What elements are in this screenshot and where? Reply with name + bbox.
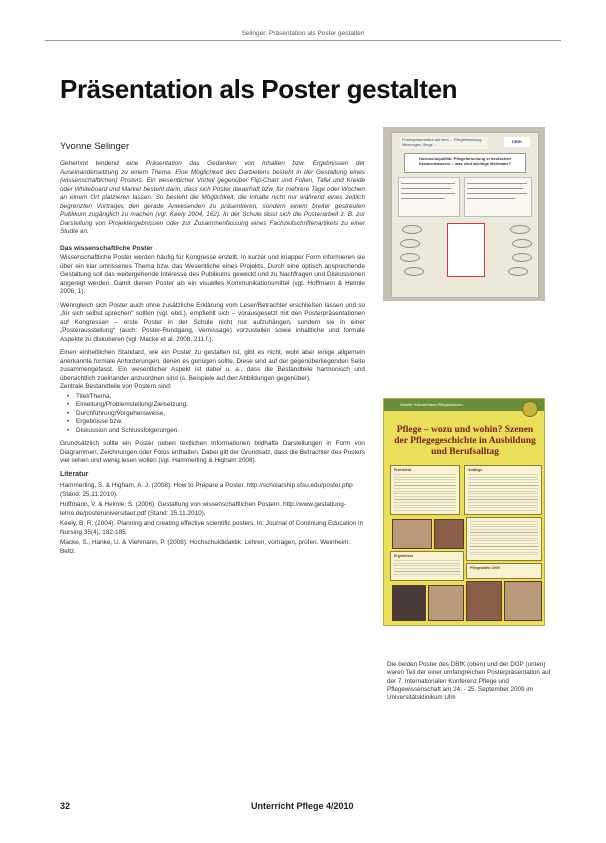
body-paragraph: Einen einheitlichen Standard, wie ein Poster zu gestalten ist, gibt es nicht, wohl aber einige allgemein anerkannte formale Anforderungen, denen es genügen sollte. Diese sind auf der gegenüberliegenden Seite zusammengefasst. Ein wesentlicher Aspekt ist dabei u. a., dass die Bestandteile harmonisch und übersichtlich zueinander anzuordnen sind (s. Beispiele auf den Abbildungen gegenüber). — [60, 349, 365, 382]
literature-entry: Macke, S., Hanke, U. & Viehmann, P. (2008): Hochschuldidaktik: Lehren, vortragen, prüfen. Weinheim: Beltz. — [60, 539, 351, 555]
text-line — [401, 198, 445, 199]
caption-text: Die beiden Poster des DBfK (oben) und der DGP (unten) waren Teil der einer umfangreichen Posterpräsentation auf der 7. Internationalen Konferenz Pflege und Pflegewissenschaft am 24. - 25. September 2009 im Universitätsklinikum Ulm — [387, 661, 551, 702]
section-heading: Das wissenschaftliche Poster — [60, 244, 153, 252]
list-item: • Titel/Thema, — [68, 393, 365, 402]
lead-paragraph: Gehemmt tendend eine Präsentation das Gedanken von Inhalten bzw. Ergebnissen der Auseinandersetzung zu einem Thema. Eine Möglichkeit des Darbietens besteht in der Gestaltung eines (wissenschaftlichen) Posters. Ein wesentlicher Vorteil gegenüber Flip-Chart und Folien, Tafel und Kreide oder Whiteboard und Marker besteht darin, dass sich Poster dauerhaft bzw. für mehrere Tage oder Wochen an einem Ort platzieren lassen. So besteht die Möglichkeit, die Inhalte nicht nur während eines zeitlich begrenzten Vortrages den gerade Anwesenden zu präsentieren, sondern einem breiter gestreuten Publikum zugänglich zu machen (vgl. Keely 2004, 162). In der Schule lässt sich die Posterarbeit z. B. zur Darstellung von Projektergebnissen oder zur Zusammenfassung eines Fachzeitschriftenartikels zu einer Studie an. — [60, 160, 365, 235]
text-line — [401, 188, 451, 189]
article-body — [60, 160, 365, 558]
list-item: • Einleitung/Problemstellung/Zielsetzung, — [68, 401, 365, 410]
emblem-icon — [522, 401, 538, 417]
poster-top-bar: Schule: Münsterland Pflegeschulen — [384, 399, 544, 411]
article-title: Präsentation als Poster gestalten — [60, 74, 458, 104]
poster-photo-dgp — [383, 398, 545, 626]
literature-entry: Keely, B. R. (2004): Planning and creating effective scientific posters. In: Journal of Continuing Education in Nursing 35(4), 182-185. — [60, 520, 364, 536]
diagram-node — [402, 225, 422, 234]
list-item: • Diskussion und Schlussfolgerungen. — [68, 427, 365, 436]
text-line — [467, 183, 527, 184]
box-heading: Ergebnisse — [394, 554, 414, 558]
poster-text-box — [390, 551, 464, 581]
diagram-node — [510, 225, 530, 234]
diagram-node — [512, 253, 532, 262]
poster-photo-dbfk — [383, 127, 545, 301]
poster-headline: Pflege – wozu und wohin? Szenen der Pflegegeschichte in Ausbildung und Berufsalltag — [394, 425, 536, 457]
poster-photo — [392, 519, 432, 549]
box-heading: Praxisfeld — [394, 468, 412, 472]
poster-photo — [434, 519, 464, 549]
poster-text-box — [464, 465, 542, 515]
literature-heading: Literatur — [60, 470, 89, 478]
text-line — [401, 183, 455, 184]
poster-text-box — [466, 517, 542, 561]
journal-footer: Unterricht Pflege 4/2010 — [251, 801, 354, 811]
box-heading: Pflegekräfte 2009 — [470, 566, 500, 570]
diagram-node — [404, 267, 424, 276]
poster-photo — [466, 581, 502, 621]
components-intro: Zentrale Bestandteile von Postern sind: — [60, 383, 172, 390]
diagram-node — [508, 267, 528, 276]
text-line — [467, 193, 527, 194]
figure-caption — [387, 661, 552, 702]
list-item: • Ergebnisse bzw. — [68, 418, 365, 427]
poster-text-box — [390, 465, 460, 515]
literature-entry: Hoffmann, V. & Helmle, S. (2006): Gestaltung von wissenschaftlichen Postern. http://www.gestaltung-lehre.de/posteruniversitaet.pdf (Stand: 25.11.2010). — [60, 501, 346, 517]
body-paragraph: Wenngleich sich Poster auch ohne zusätzliche Erklärung vom Leser/Betrachter erschließen lassen und so „für sich selbst sprechen“ sollten (vgl. ebd.), empfiehlt sich – vorausgesetzt mit den Posterpräsentationen auf Kongressen – erste Poster in der Schule nicht nur aufzuhängen, sondern sie in einer „Posterausstellung“ (auch: Poster-Rundgang, Vernissage) vorzustellen sowie inhaltliche und formale Aspekte zu diskutieren (vgl. Macke et al. 2008, 211 f.). — [60, 301, 365, 343]
box-heading: Anfänge — [468, 468, 483, 472]
body-paragraph: Grundsätzlich sollte ein Poster neben textlichen Informationen bildhafte Darstellungen in Form von Diagrammen, Zeichnungen oder Fotos enthalten. Dabei gilt der Grundsatz, dass die Betrachter des Posters viel sehen und wenig lesen wollen (vgl. Hammerling & Higham 2008). — [60, 440, 365, 464]
diagram-node — [512, 239, 532, 248]
body-paragraph: Wissenschaftliche Poster werden häufig für Kongresse erstellt. In kurzer und knapper Form informieren sie über ein klar umrissenes Thema bzw. das Wesentliche eines Projekts. Durch eine optisch ansprechende Gestaltung soll das weitergehende Interesse des Publikums geweckt und zu Nachfragen und Diskussionen angeregt werden. Damit dienen Poster als ein visuelles Kommunikationsmittel (vgl. Hoffmann & Helmle 2006, 1). — [60, 254, 365, 295]
page-number: 32 — [60, 801, 71, 811]
dbfk-logo: DBfK — [504, 137, 530, 147]
header-rule — [45, 40, 561, 41]
poster-photo — [504, 581, 542, 621]
diagram-node — [400, 253, 420, 262]
poster-center-box — [447, 223, 485, 277]
poster-photo — [428, 585, 464, 621]
literature-entry: Hammerling, S. & Higham, A. J. (2008): How to Prepare a Poster. http://scholarship.sfsu.edu/poster.php (Stand: 25.11.2010). — [60, 482, 353, 498]
text-lines — [470, 521, 538, 557]
poster-text-box — [466, 563, 542, 579]
diagram-node — [400, 239, 420, 248]
running-header: Selinger: Präsentation als Poster gestalten — [241, 30, 365, 37]
components-list — [68, 393, 365, 436]
poster-board — [391, 132, 539, 298]
text-lines — [394, 560, 460, 577]
poster-photo — [392, 585, 426, 621]
poster-title: Hochschulpolitik: Pflegeforschung in deutschen Krankenhäusern – was sind wichtige Merkmale? — [404, 153, 526, 173]
list-item: • Durchführung/Vorgehensweise, — [68, 410, 365, 419]
text-lines — [468, 474, 538, 511]
author-name: Yvonne Selinger — [60, 141, 130, 152]
text-line — [467, 188, 523, 189]
poster-header: Posterpräsentation auf dem ... Pflegeforschung: Meinungen, Wege ... — [400, 137, 488, 149]
text-line — [467, 198, 515, 199]
text-line — [401, 193, 455, 194]
text-lines — [394, 474, 456, 511]
